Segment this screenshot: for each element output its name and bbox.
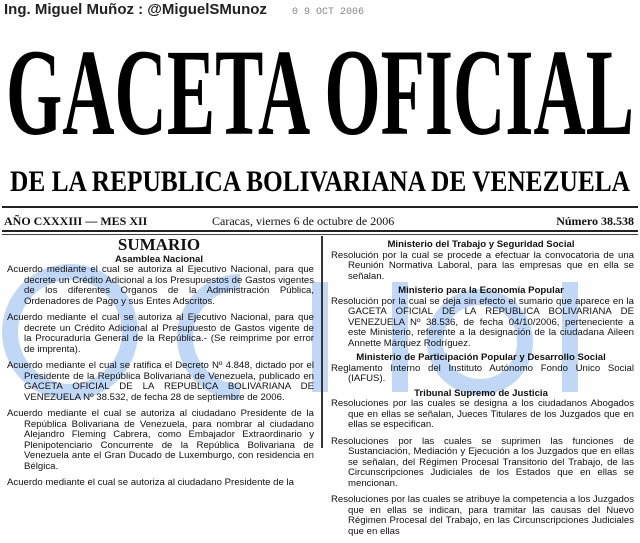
date-stamp: 0 9 OCT 2006 [292,7,365,18]
list-item: Acuerdo mediante el cual se ratifica el Decreto Nº 4.848, dictado por el Presidente de la República Bolivariana de Venezuela, publicado en GACETA OFICIAL DE LA REPUBLICA BOLIVARIANA DE VENEZUELA Nº 38.532, de fecha 28 de septiembre de 2006. [7,360,314,403]
list-item: Resoluciones por las cuales se suprimen las funciones de Sustanciación, Mediación y Ejecución a los Juzgados que en ellas se señalan, del Régimen Procesal Transitorio del Trabajo, de las Circunscripciones Judiciales de los Estados que en ellas se mencionan. [331,435,634,489]
masthead-subtitle-graphic [10,162,632,198]
section-heading: Ministerio del Trabajo y Seguridad Social [387,239,575,250]
list-item: Acuerdo mediante el cual se autoriza al ciudadano Presidente de la República Bolivariana de Venezuela, para nombrar al ciudadano Alejandro Fleming Cabrera, como Embajador Extraordinario y Plenipotenciario Concurrente de la República Bolivariana de Venezuela ante el Gran Ducado de Luxemburgo, con residencia en Bélgica. [7,408,314,472]
issue-year: AÑO CXXXIII — MES XII [4,214,148,228]
sumario-left-column [4,236,314,495]
author-credit: Ing. Miguel Muñoz : @MiguelSMunoz [4,1,267,18]
divider [2,234,638,235]
section-heading: Ministerio de Participación Popular y Desarrollo Social [356,352,606,363]
list-item: Resoluciones por las cuales se designa a los ciudadanos Abogados que en ellas se señalan, Jueces Titulares de los Juzgados que en ellas se especifican. [331,398,634,430]
list-item: Acuerdo mediante el cual se autoriza al Ejecutivo Nacional, para que decrete un Crédito Adicional al Presupuesto de Gastos vigente de la Procuraduría General de la República.- (Se reimprime por error de imprenta). [7,312,314,355]
list-item: Reglamento Interno del Instituto Autónomo Fondo Unico Social (IAFUS). [331,362,634,384]
sumario-heading: SUMARIO [117,235,201,254]
list-item: Resolución por la cual se deja sin efecto el sumario que aparece en la GACETA OFICIAL DE LA REPUBLICA BOLIVARIANA DE VENEZUELA Nº 38.536, de fecha 04/10/2006, perteneciente a este Ministerio, referente a la designación de la ciudadana Aileen Annette Márquez Rodríguez. [331,295,634,349]
divider [2,230,638,232]
list-item: Acuerdo mediante el cual se autoriza al Ejecutivo Nacional, para que decrete un Crédito Adicional a los Presupuestos de Gastos vigentes de los diferentes Organos de la Administración Pública, Ordenadores de Pago y sus Entes Adscritos. [7,264,314,307]
sumario-right-column [328,236,634,543]
masthead-subtitle: DE LA REPUBLICA BOLIVARIANA DE VENEZUELA [10,165,631,198]
masthead-title-graphic [6,26,636,146]
section-heading: Tribunal Supremo de Justicia [414,387,548,399]
list-item: Resoluciones por las cuales se atribuye la competencia a los Juzgados que en ellas se indican, para tramitar las causas del Nuevo Régimen Procesal del Trabajo, en las Circunscripciones Judiciales que en ellas [331,494,634,537]
issue-date: Caracas, viernes 6 de octubre de 2006 [212,214,395,228]
section-heading: Ministerio para la Economía Popular [398,285,564,296]
divider [2,206,638,208]
issue-number: Número 38.538 [556,214,634,228]
list-item: Resolución por la cual se procede a efectuar la convocatoria de una Reunión Normativa Laboral, para las empresas que en ella se señalan. [331,249,634,282]
masthead-title: GACETA OFICIAL [6,26,634,146]
list-item: Acuerdo mediante el cual se autoriza al ciudadano Presidente de la [7,477,294,488]
column-divider [321,236,323,448]
section-heading: Asamblea Nacional [115,253,203,265]
